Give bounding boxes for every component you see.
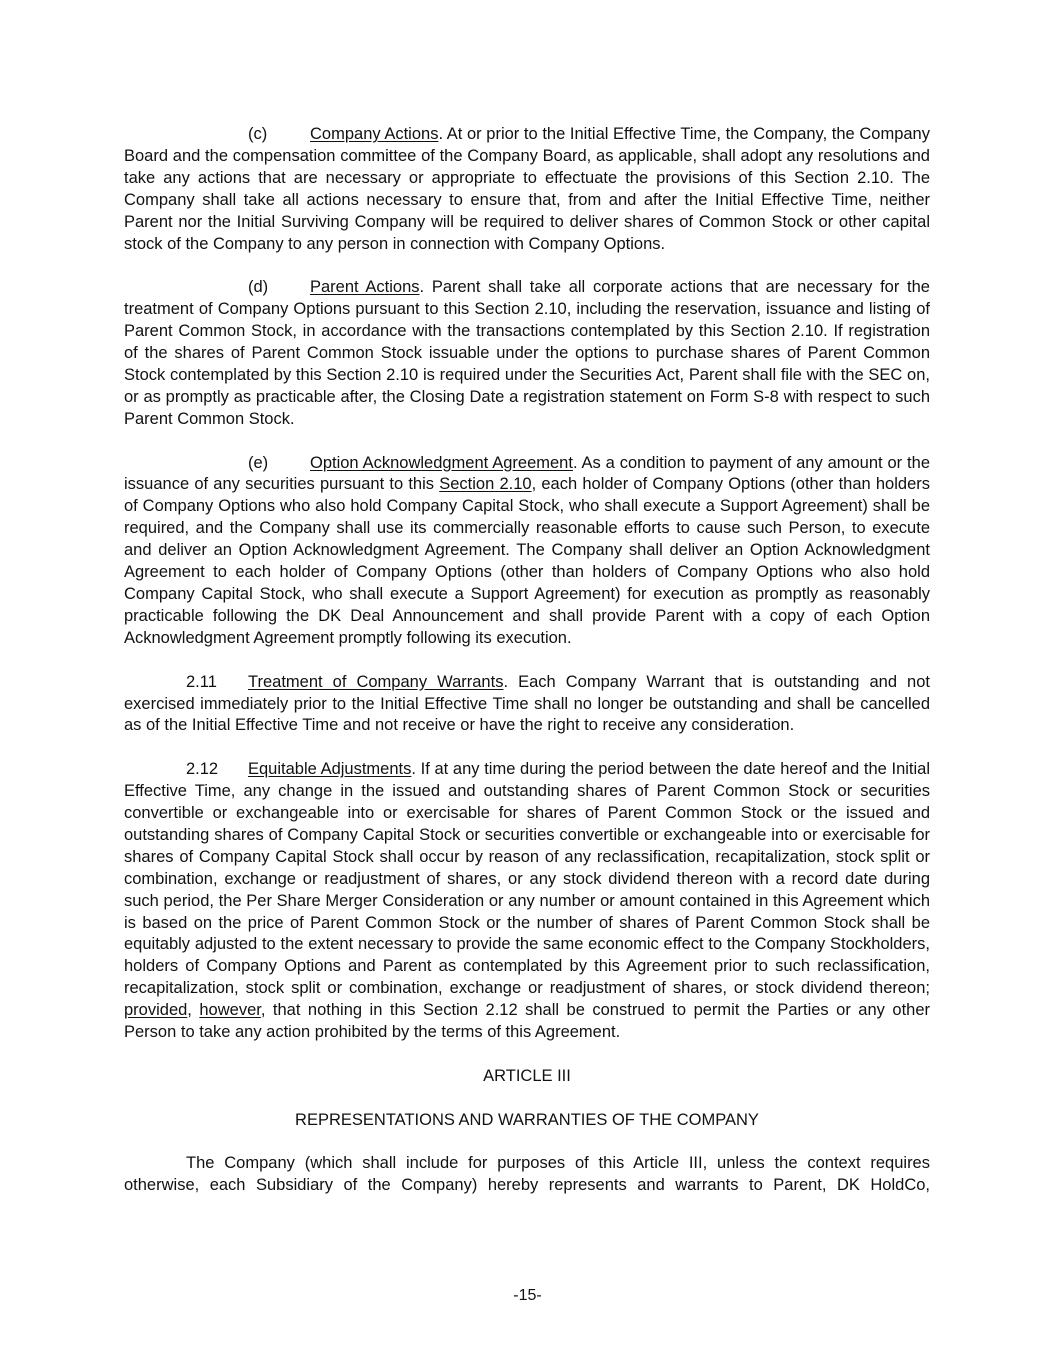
paragraph-d — [124, 277, 930, 430]
paragraph-label: (e) — [248, 453, 269, 472]
section-2-11 — [124, 672, 930, 738]
provided-term: provided — [124, 1001, 188, 1020]
document-body — [124, 124, 930, 1197]
section-text: . Each Company Warrant that is outstanding and not exercised immediately prior to the Initial Effective Time shall no longer be outstanding and shall be cancelled as of the Initial Effective Time and not receive or have the right to receive any consideration. — [124, 672, 930, 735]
paragraph-c — [124, 124, 930, 255]
section-reference: Section 2.10 — [439, 475, 532, 494]
section-text: . If at any time during the period between the date hereof and the Initial Effective Time, any change in the issued and outstanding shares of Parent Common Stock or securities convertible or exchangeable into or exercisable for shares of Parent Common Stock or the issued and outstanding shares of Company Capital Stock or securities convertible or exchangeable into or exercisable for shares of Company Capital Stock shall occur by reason of any reclassification, recapitalization, stock split or combination, exchange or readjustment of shares, or any stock dividend thereon with a record date during such period, the Per Share Merger Consideration or any number or amount contained in this Agreement which is based on the price of Parent Common Stock or the number of shares of Parent Common Stock shall be equitably adjusted to the extent necessary to provide the same economic effect to the Company Stockholders, holders of Company Options and Parent as contemplated by this Agreement prior to such reclassification, recapitalization, stock split or combination, exchange or readjustment of shares, or stock dividend thereon; — [124, 760, 930, 998]
section-number: 2.11 — [186, 672, 217, 691]
paragraph-label: (c) — [248, 125, 268, 143]
paragraph-text: , each holder of Company Options (other than holders of Company Options who also hold Company Capital Stock, who shall execute a Support Agreement) shall be required, and the Company shall use its commercially reasonable efforts to cause such Person, to execute and deliver an Option Acknowledgment Agreement. The Company shall deliver an Option Acknowledgment Agreement to each holder of Company Options (other than holders of Company Options who also hold Company Capital Stock, who shall execute a Support Agreement) for execution as promptly as reasonably practicable following the DK Deal Announcement and shall provide Parent with a copy of each Option Acknowledgment Agreement promptly following its execution. — [124, 475, 931, 647]
section-2-12 — [124, 759, 930, 1044]
paragraph-title: Parent Actions — [310, 278, 420, 297]
section-title: Treatment of Company Warrants — [248, 672, 504, 691]
intro-text: The Company (which shall include for purposes of this Article III, unless the context requires otherwise, each Subsidiary of the Company) hereby represents and warrants to Parent, DK HoldCo, — [124, 1154, 930, 1195]
comma: , — [187, 1001, 200, 1020]
section-number: 2.12 — [186, 760, 219, 779]
section-title: Equitable Adjustments — [248, 760, 412, 779]
page-number: -15- — [513, 1287, 542, 1304]
paragraph-label: (d) — [248, 278, 269, 297]
paragraph-text: . At or prior to the Initial Effective Time, the Company, the Company Board and the compensation committee of the Company Board, as applicable, shall adopt any resolutions and take any actions that are necessary or appropriate to effectuate the provisions of this Section 2.10. The Company shall take all actions necessary to ensure that, from and after the Initial Effective Time, neither Parent nor the Initial Surviving Company will be required to deliver shares of Common Stock or other capital stock of the Company to any person in connection with Company Options. — [124, 125, 930, 253]
paragraph-e — [124, 453, 930, 650]
article-title: REPRESENTATIONS AND WARRANTIES OF THE COMPANY — [295, 1110, 759, 1129]
however-term: however — [199, 1001, 261, 1020]
article-number: ARTICLE III — [483, 1066, 571, 1085]
article-intro — [124, 1153, 930, 1197]
paragraph-title: Company Actions — [310, 125, 439, 143]
paragraph-text: . Parent shall take all corporate actions that are necessary for the treatment of Company Options pursuant to this Section 2.10, including the reservation, issuance and listing of Parent Common Stock, in accordance with the transactions contemplated by this Section 2.10. If registration of the shares of Parent Common Stock issuable under the options to purchase shares of Parent Common Stock contemplated by this Section 2.10 is required under the Securities Act, Parent shall file with the SEC on, or as promptly as practicable after, the Closing Date a registration statement on Form S-8 with respect to such Parent Common Stock. — [124, 278, 930, 428]
paragraph-text: . As a condition to payment of any amount or the issuance of any securities pursuant to this — [124, 453, 930, 494]
section-text: , that nothing in this Section 2.12 shall be construed to permit the Parties or any other Person to take any action prohibited by the terms of this Agreement. — [124, 1001, 931, 1042]
paragraph-title: Option Acknowledgment Agreement — [310, 453, 573, 472]
